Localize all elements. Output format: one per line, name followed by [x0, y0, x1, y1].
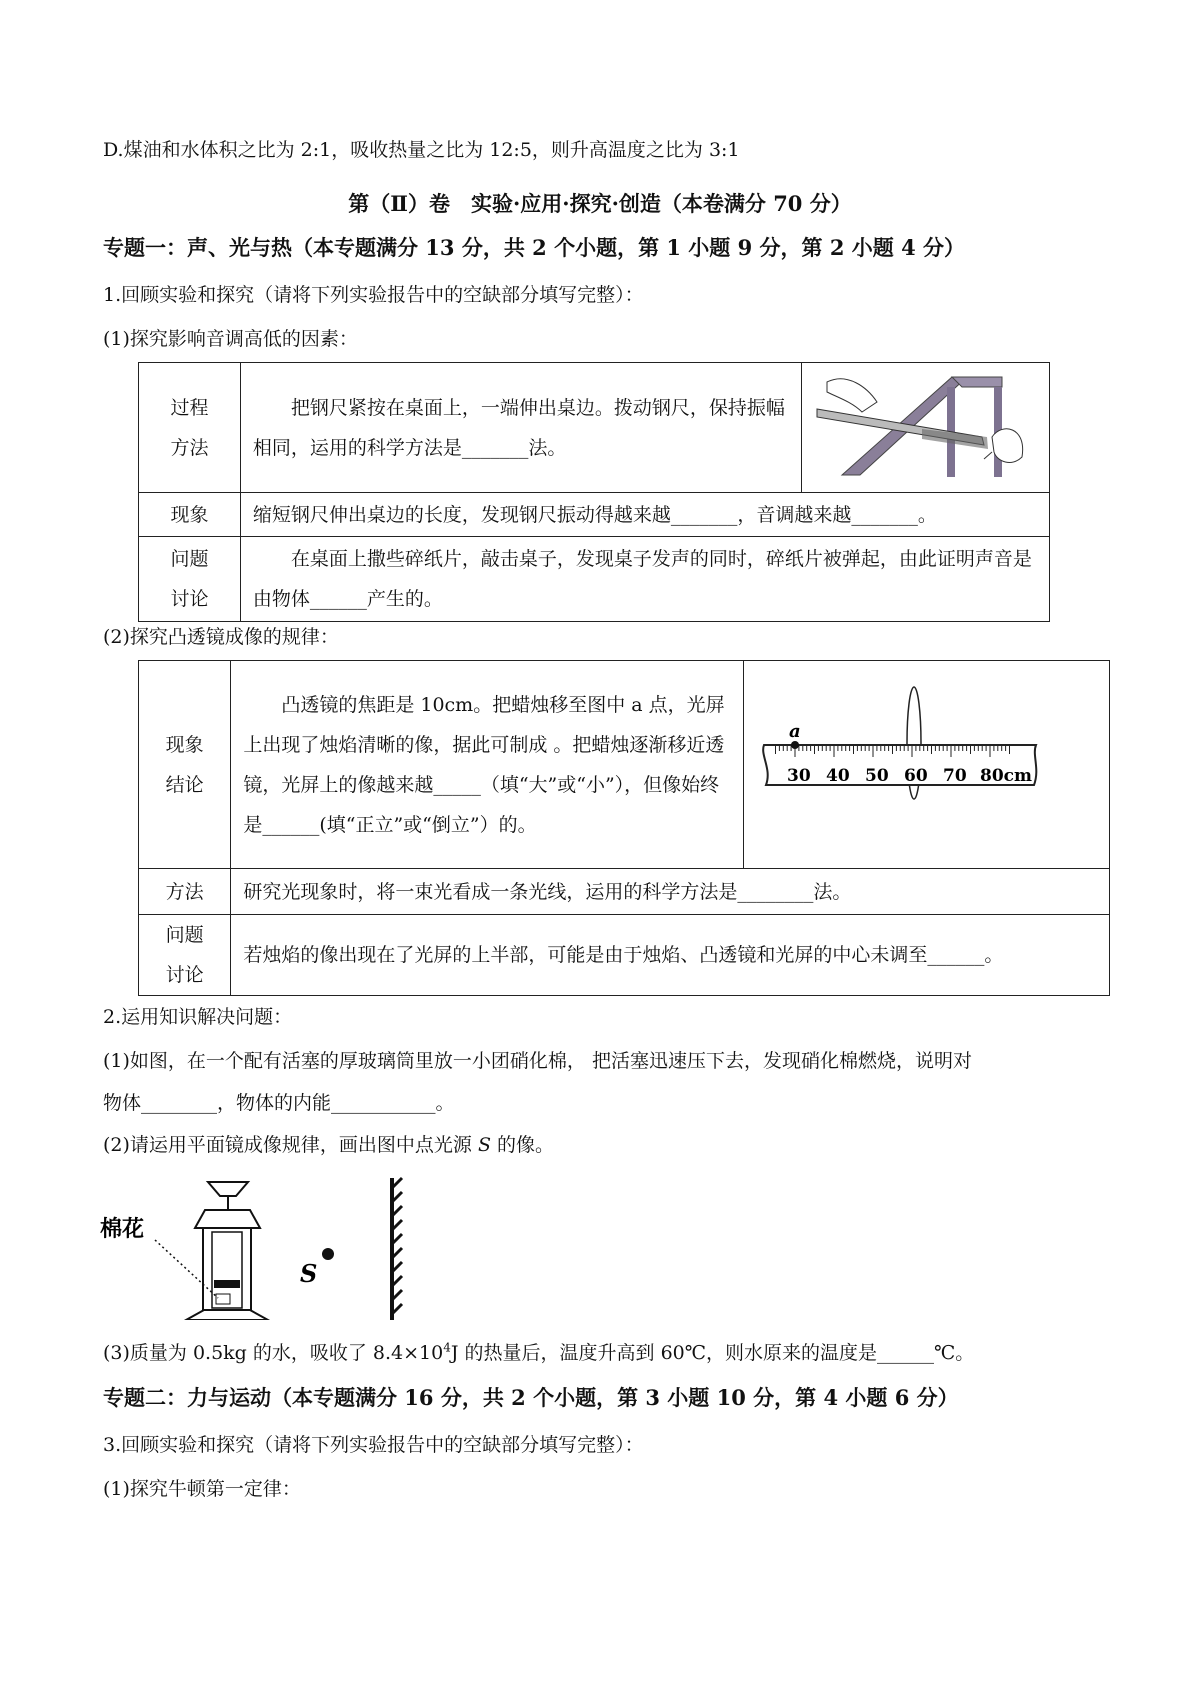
- lens-experiment-table: [138, 660, 1110, 996]
- tick-label-70: 70: [942, 765, 967, 786]
- ruler-lens-illustration: [743, 661, 1109, 869]
- process-method-text: 把钢尺紧按在桌面上，一端伸出桌边。拨动钢尺，保持振幅相同，运用的科学方法是_______法。: [240, 363, 801, 493]
- lens-discussion-label: 问题 讨论: [139, 915, 231, 996]
- method-label: 方法: [139, 869, 231, 915]
- conclusion-label: 现象 结论: [139, 661, 231, 869]
- question-1-part-2: (2)探究凸透镜成像的规律：: [103, 626, 339, 648]
- discussion-text: 在桌面上撒些碎纸片，敲击桌子，发现桌子发声的同时，碎纸片被弹起，由此证明声音是由物体______产生的。: [240, 537, 1049, 622]
- point-source-s: [322, 1248, 334, 1260]
- option-d: D.煤油和水体积之比为 2:1，吸收热量之比为 12:5，则升高温度之比为 3:1: [103, 139, 740, 161]
- discussion-label: 问题 讨论: [139, 537, 241, 622]
- tick-label-60: 60: [903, 765, 928, 786]
- question-1-intro: 1.回顾实验和探究（请将下列实验报告中的空缺部分填写完整）：: [103, 284, 644, 306]
- tick-label-30: 30: [786, 765, 811, 786]
- question-3-intro: 3.回顾实验和探究（请将下列实验报告中的空缺部分填写完整）：: [103, 1434, 644, 1456]
- point-a-label: a: [788, 720, 801, 742]
- question-2-part-1-line-2: 物体________，物体的内能___________。: [103, 1092, 455, 1114]
- tick-label-50: 50: [864, 765, 889, 786]
- ruler-hand-illustration: [801, 363, 1049, 493]
- process-method-label: 过程 方法: [139, 363, 241, 493]
- cotton-label: 棉花: [100, 1217, 145, 1242]
- topic-one-heading: 专题一：声、光与热（本专题满分 13 分，共 2 个小题，第 1 小题 9 分，第 2 小题 4 分）: [103, 235, 966, 260]
- point-a-marker: [791, 741, 799, 749]
- piston-and-mirror-figure: [100, 1170, 620, 1320]
- tick-label-40: 40: [825, 765, 850, 786]
- topic-two-heading: 专题二：力与运动（本专题满分 16 分，共 2 个小题，第 3 小题 10 分，第 4 小题 6 分）: [103, 1385, 959, 1410]
- question-3-part-1: (1)探究牛顿第一定律：: [103, 1478, 301, 1500]
- lens-discussion-text: 若烛焰的像出现在了光屏的上半部，可能是由于烛焰、凸透镜和光屏的中心未调至______。: [231, 915, 1110, 996]
- question-2-intro: 2.运用知识解决问题：: [103, 1006, 293, 1028]
- source-label: S: [300, 1259, 318, 1288]
- phenomenon-label: 现象: [139, 493, 241, 537]
- tick-label-80cm: 80cm: [979, 765, 1032, 786]
- question-2-part-3: (3)质量为 0.5kg 的水，吸收了 $8.4\times 10^4J$ 的热量后，温度升高到 60℃，则水原来的温度是______℃。: [103, 1340, 975, 1364]
- method-text: 研究光现象时，将一束光看成一条光线，运用的科学方法是________法。: [231, 869, 1110, 915]
- question-2-part-1-line-1: (1)如图，在一个配有活塞的厚玻璃筒里放一小团硝化棉， 把活塞迅速压下去，发现硝化棉燃烧，说明对: [103, 1050, 972, 1072]
- conclusion-text: 凸透镜的焦距是 10cm。把蜡烛移至图中 a 点，光屏上出现了烛焰清晰的像，据此可制成 。把蜡烛逐渐移近透镜，光屏上的像越来越_____（填“大”或“小”），但像始终是______(填“正立”或“倒立”）的。: [231, 661, 743, 869]
- question-1-part-1: (1)探究影响音调高低的因素：: [103, 328, 358, 350]
- phenomenon-text: 缩短钢尺伸出桌边的长度，发现钢尺振动得越来越_______，音调越来越_______。: [240, 493, 1049, 537]
- pitch-experiment-table: [138, 362, 1050, 622]
- question-2-part-2: (2)请运用平面镜成像规律，画出图中点光源 S 的像。: [103, 1134, 555, 1156]
- volume-title: 第（Ⅱ）卷 实验·应用·探究·创造（本卷满分 70 分）: [348, 191, 852, 216]
